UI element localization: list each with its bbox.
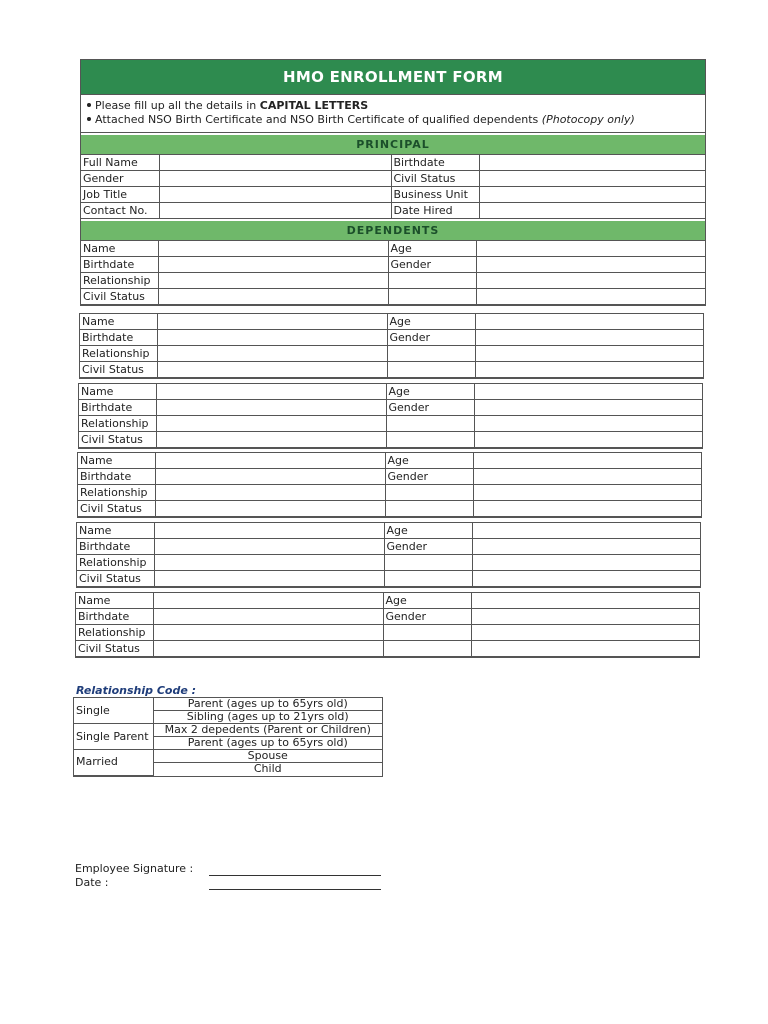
table-row	[76, 641, 699, 657]
field-label: Birthdate	[80, 330, 157, 346]
table-row	[78, 501, 701, 517]
field-label: Name	[78, 453, 155, 469]
dependent-relationship-field[interactable]	[157, 346, 387, 362]
dependent-birthdate-field[interactable]	[158, 257, 388, 273]
date-line[interactable]	[209, 876, 381, 890]
field-label: Name	[80, 314, 157, 330]
dependent-gender-field[interactable]	[471, 609, 699, 625]
dependent-civil-status-field[interactable]	[154, 571, 384, 587]
field-label: Civil Status	[79, 432, 156, 448]
field-label: Relationship	[81, 273, 158, 289]
table-row	[81, 241, 705, 257]
table-row	[80, 362, 703, 378]
field-label: Civil Status	[76, 641, 153, 657]
instructions	[81, 94, 705, 133]
relationship-value: Child	[153, 763, 382, 776]
dependent-block-1	[81, 241, 705, 305]
field-label: Gender	[383, 609, 471, 625]
dependent-birthdate-field[interactable]	[157, 330, 387, 346]
civil-status-field[interactable]	[479, 171, 705, 187]
table-row	[80, 330, 703, 346]
field-label: Civil Status	[391, 171, 479, 187]
field-label: Birthdate	[77, 539, 154, 555]
empty-field[interactable]	[475, 346, 703, 362]
field-label: Civil Status	[77, 571, 154, 587]
table-row	[74, 724, 382, 737]
relationship-code-title: Relationship Code :	[76, 684, 197, 697]
date-hired-field[interactable]	[479, 203, 705, 219]
birthdate-field[interactable]	[479, 155, 705, 171]
field-label: Civil Status	[81, 289, 158, 305]
field-label: Birthdate	[391, 155, 479, 171]
instruction-line-2: Attached NSO Birth Certificate and NSO Birth Certificate of qualified dependents (Photocopy only)	[85, 113, 699, 127]
table-row	[74, 698, 382, 711]
relationship-value: Max 2 depedents (Parent or Children)	[153, 724, 382, 737]
field-label: Name	[79, 384, 156, 400]
dependent-gender-field[interactable]	[475, 330, 703, 346]
field-label: Gender	[384, 539, 472, 555]
field-label: Age	[386, 384, 474, 400]
field-label: Job Title	[81, 187, 159, 203]
field-label: Gender	[386, 400, 474, 416]
dependent-block-2	[79, 313, 704, 379]
table-row	[78, 453, 701, 469]
dependent-birthdate-field[interactable]	[156, 400, 386, 416]
empty-cell	[384, 571, 472, 587]
field-label: Gender	[388, 257, 476, 273]
table-row	[81, 155, 705, 171]
table-row	[78, 469, 701, 485]
field-label: Birthdate	[81, 257, 158, 273]
dependent-birthdate-field[interactable]	[153, 609, 383, 625]
instruction-line-1: Please fill up all the details in CAPITAL LETTERS	[85, 99, 699, 113]
date-label: Date :	[75, 876, 109, 889]
dependent-gender-field[interactable]	[472, 539, 700, 555]
empty-field[interactable]	[476, 289, 705, 305]
gender-field[interactable]	[159, 171, 391, 187]
field-label: Contact No.	[81, 203, 159, 219]
empty-cell	[387, 362, 475, 378]
table-row	[76, 625, 699, 641]
empty-field[interactable]	[471, 641, 699, 657]
status-label: Single Parent	[74, 724, 153, 750]
dependent-relationship-field[interactable]	[153, 625, 383, 641]
relationship-code-table	[73, 697, 383, 777]
dependent-age-field[interactable]	[471, 593, 699, 609]
empty-cell	[384, 555, 472, 571]
dependents-heading: DEPENDENTS	[81, 219, 705, 241]
principal-table	[81, 155, 705, 219]
field-label: Relationship	[77, 555, 154, 571]
dependent-age-field[interactable]	[476, 241, 705, 257]
table-row	[79, 416, 702, 432]
dependent-civil-status-field[interactable]	[156, 432, 386, 448]
table-row	[81, 257, 705, 273]
field-label: Relationship	[78, 485, 155, 501]
table-row	[77, 571, 700, 587]
bullet-icon	[87, 103, 91, 107]
dependent-name-field[interactable]	[158, 241, 388, 257]
field-label: Civil Status	[80, 362, 157, 378]
job-title-field[interactable]	[159, 187, 391, 203]
table-row	[74, 750, 382, 763]
dependent-gender-field[interactable]	[473, 469, 701, 485]
dependent-relationship-field[interactable]	[158, 273, 388, 289]
table-row	[79, 384, 702, 400]
table-row	[81, 187, 705, 203]
empty-cell	[386, 432, 474, 448]
empty-field[interactable]	[473, 485, 701, 501]
field-label: Gender	[81, 171, 159, 187]
dependent-block-6	[75, 592, 700, 658]
dependent-birthdate-field[interactable]	[155, 469, 385, 485]
field-label: Civil Status	[78, 501, 155, 517]
empty-field[interactable]	[476, 273, 705, 289]
empty-field[interactable]	[472, 555, 700, 571]
field-label: Gender	[387, 330, 475, 346]
dependent-gender-field[interactable]	[474, 400, 702, 416]
empty-cell	[387, 346, 475, 362]
empty-cell	[383, 641, 471, 657]
enrollment-form	[80, 59, 706, 306]
full-name-field[interactable]	[159, 155, 391, 171]
dependent-block-4	[77, 452, 702, 518]
form-title: HMO ENROLLMENT FORM	[81, 60, 705, 94]
table-row	[76, 609, 699, 625]
field-label: Birthdate	[79, 400, 156, 416]
empty-field[interactable]	[475, 362, 703, 378]
empty-cell	[385, 501, 473, 517]
empty-cell	[388, 289, 476, 305]
dependent-name-field[interactable]	[153, 593, 383, 609]
field-label: Age	[383, 593, 471, 609]
dependent-name-field[interactable]	[156, 384, 386, 400]
dependent-relationship-field[interactable]	[155, 485, 385, 501]
table-row	[81, 171, 705, 187]
employee-signature-line[interactable]	[209, 862, 381, 876]
dependent-civil-status-field[interactable]	[157, 362, 387, 378]
table-row	[77, 539, 700, 555]
field-label: Age	[388, 241, 476, 257]
empty-field[interactable]	[474, 432, 702, 448]
table-row	[81, 203, 705, 219]
empty-cell	[383, 625, 471, 641]
field-label: Age	[384, 523, 472, 539]
dependent-age-field[interactable]	[475, 314, 703, 330]
dependent-civil-status-field[interactable]	[153, 641, 383, 657]
employee-signature-label: Employee Signature :	[75, 862, 194, 875]
dependent-civil-status-field[interactable]	[155, 501, 385, 517]
dependent-relationship-field[interactable]	[154, 555, 384, 571]
table-row	[78, 485, 701, 501]
dependent-block-5	[76, 522, 701, 588]
field-label: Relationship	[76, 625, 153, 641]
empty-cell	[386, 416, 474, 432]
empty-cell	[385, 485, 473, 501]
dependent-gender-field[interactable]	[476, 257, 705, 273]
relationship-value: Parent (ages up to 65yrs old)	[153, 698, 382, 711]
dependent-age-field[interactable]	[473, 453, 701, 469]
table-row	[79, 432, 702, 448]
relationship-value: Spouse	[153, 750, 382, 763]
field-label: Full Name	[81, 155, 159, 171]
field-label: Relationship	[80, 346, 157, 362]
dependent-civil-status-field[interactable]	[158, 289, 388, 305]
field-label: Birthdate	[78, 469, 155, 485]
relationship-value: Sibling (ages up to 21yrs old)	[153, 711, 382, 724]
table-row	[81, 273, 705, 289]
field-label: Age	[385, 453, 473, 469]
table-row	[76, 593, 699, 609]
table-row	[81, 289, 705, 305]
dependent-block-3	[78, 383, 703, 449]
field-label: Business Unit	[391, 187, 479, 203]
dependent-age-field[interactable]	[472, 523, 700, 539]
empty-field[interactable]	[474, 416, 702, 432]
field-label: Age	[387, 314, 475, 330]
field-label: Gender	[385, 469, 473, 485]
status-label: Single	[74, 698, 153, 724]
table-row	[79, 400, 702, 416]
table-row	[80, 314, 703, 330]
bullet-icon	[87, 117, 91, 121]
principal-heading: PRINCIPAL	[81, 133, 705, 155]
field-label: Relationship	[79, 416, 156, 432]
dependent-relationship-field[interactable]	[156, 416, 386, 432]
empty-cell	[388, 273, 476, 289]
contact-number-field[interactable]	[159, 203, 391, 219]
empty-field[interactable]	[471, 625, 699, 641]
status-label: Married	[74, 750, 153, 776]
dependent-name-field[interactable]	[154, 523, 384, 539]
empty-field[interactable]	[473, 501, 701, 517]
dependent-birthdate-field[interactable]	[154, 539, 384, 555]
table-row	[77, 523, 700, 539]
table-row	[77, 555, 700, 571]
field-label: Name	[77, 523, 154, 539]
dependent-name-field[interactable]	[155, 453, 385, 469]
dependent-name-field[interactable]	[157, 314, 387, 330]
relationship-value: Parent (ages up to 65yrs old)	[153, 737, 382, 750]
business-unit-field[interactable]	[479, 187, 705, 203]
field-label: Name	[76, 593, 153, 609]
field-label: Date Hired	[391, 203, 479, 219]
table-row	[80, 346, 703, 362]
field-label: Birthdate	[76, 609, 153, 625]
dependent-age-field[interactable]	[474, 384, 702, 400]
empty-field[interactable]	[472, 571, 700, 587]
field-label: Name	[81, 241, 158, 257]
